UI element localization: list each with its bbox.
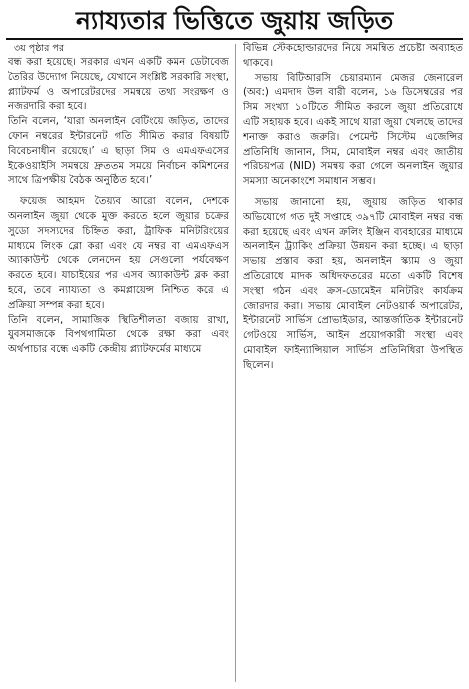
left-paragraph-1: বন্ধ করা হয়েছে। সরকার এখন একটি কমন ডেটাবেজ তৈরির উদ্যোগ নিয়েছে, যেখানে সংশ্লিষ্ট সরকারি সংস্থা, প্ল্যাটফর্ম ও অপারেটরদের সমন্বয়ে তথ্য সংরক্ষণ ও নজরদারি করা হবে।: [8, 57, 229, 113]
headline-rule: [6, 38, 463, 40]
continued-from-label: ৩য় পৃষ্ঠার পর: [14, 43, 65, 54]
right-paragraph-2: সভায় বিটিআরসি চেয়ারম্যান মেজর জেনারেল (অব:) এমদাদ উল বারী বলেন, ১৬ ডিসেম্বরের পর সিম সংখ্যা ১০টিতে সীমিত করলে জুয়া প্রতিরোধে এটি সহায়ক হবে। একই সাথে যারা জুয়া খেলছে তাদের শনাক্ত করাও জরুরি। পেমেন্ট সিস্টেম এজেন্সির প্রতিনিধি জানান, সিম, মোবাইল নম্বর এবং জাতীয় পরিচয়পত্র (NID) সমন্বয় করা গেলে অনলাইন জুয়ার সমস্যা অনেকাংশে সমাধান সম্ভব।: [243, 72, 463, 188]
left-paragraph-3: ফয়েজ আহমদ তৈয়্যব আরো বলেন, দেশকে অনলাইন জুয়া থেকে মুক্ত করতে হলে জুয়ার চক্রের সুডো সদস্যদের চিহ্নিত করা, ট্রাফিক মনিটরিংয়ের মাধ্যমে লিংক ব্লো করা এবং যে নম্বর বা এমএফএস অ্যাকাউন্ট থেকে লেনদেন হয় সেগুলো পর্যবেক্ষণ করতে হবে। যাচাইয়ের পর এসব অ্যাকাউন্ট ব্লক করা হবে, তবে ন্যায্যতা ও কমপ্লায়েন্স নিশ্চিত করে এ প্রক্রিয়া সম্পন্ন করা হবে।: [8, 196, 229, 311]
left-paragraph-4: তিনি বলেন, সামাজিক স্থিতিশীলতা বজায় রাখা, যুবসমাজকে বিপথগামিতা থেকে রক্ষা করা এবং অর্থপাচার বন্ধে একটি কেন্দ্রীয় প্ল্যাটফর্মের মাধ্যমে: [8, 314, 229, 356]
headline: ন্যায্যতার ভিত্তিতে জুয়ায় জড়িত: [76, 6, 393, 35]
right-paragraph-1: বিভিন্ন স্টেকহোল্ডারদের নিয়ে সমন্বিত প্রচেষ্টা অব্যাহত থাকবে।: [243, 43, 463, 69]
right-column: [243, 42, 463, 682]
column-divider: [235, 44, 236, 682]
left-paragraph-2: তিনি বলেন, ‘যারা অনলাইন বেটিংয়ে জড়িত, তাদের ফোন নম্বরের ইন্টারনেট গতি সীমিত করার বিষয়টি বিবেচনাধীন রয়েছে।’ এ ছাড়া সিম ও এমএফএসের ইকেওয়াইসি সমন্বয়ে দ্রুততম সময়ে নির্বাচন কমিশনের সাথে ত্রিপক্ষীয় বৈঠক অনুষ্ঠিত হবে।’: [8, 116, 229, 187]
left-column: [8, 42, 229, 682]
right-paragraph-3: সভায় জানানো হয়, জুয়ায় জড়িত থাকার অভিযোগে গত দুই সপ্তাহে ৩৯৭টি মোবাইল নম্বর বন্ধ করা হয়েছে এবং এখন ক্রলিং ইঞ্জিন ব্যবহারের মাধ্যমে অনলাইন ট্র্যাকিং প্রক্রিয়া উন্নয়ন করা হচ্ছে। এ ছাড়া সভায় প্রস্তাব করা হয়, অনলাইন স্ক্যাম ও জুয়া প্রতিরোধে মাদক অধিদফতরের মতো একটি বিশেষ সংস্থা গঠন এবং ক্রস-ডোমেইন মনিটরিং কার্যক্রম জোরদার করা। সভায় মোবাইল নেটওয়ার্ক অপারেটর, ইন্টারনেট সার্ভিস প্রোভাইডার, আন্তর্জাতিক ইন্টারনেট গেটওয়ে সার্ভিস, আইন প্রয়োগকারী সংস্থা এবং মোবাইল ফাইন্যান্সিয়াল সার্ভিস প্রতিনিধিরা উপস্থিত ছিলেন।: [243, 196, 463, 371]
